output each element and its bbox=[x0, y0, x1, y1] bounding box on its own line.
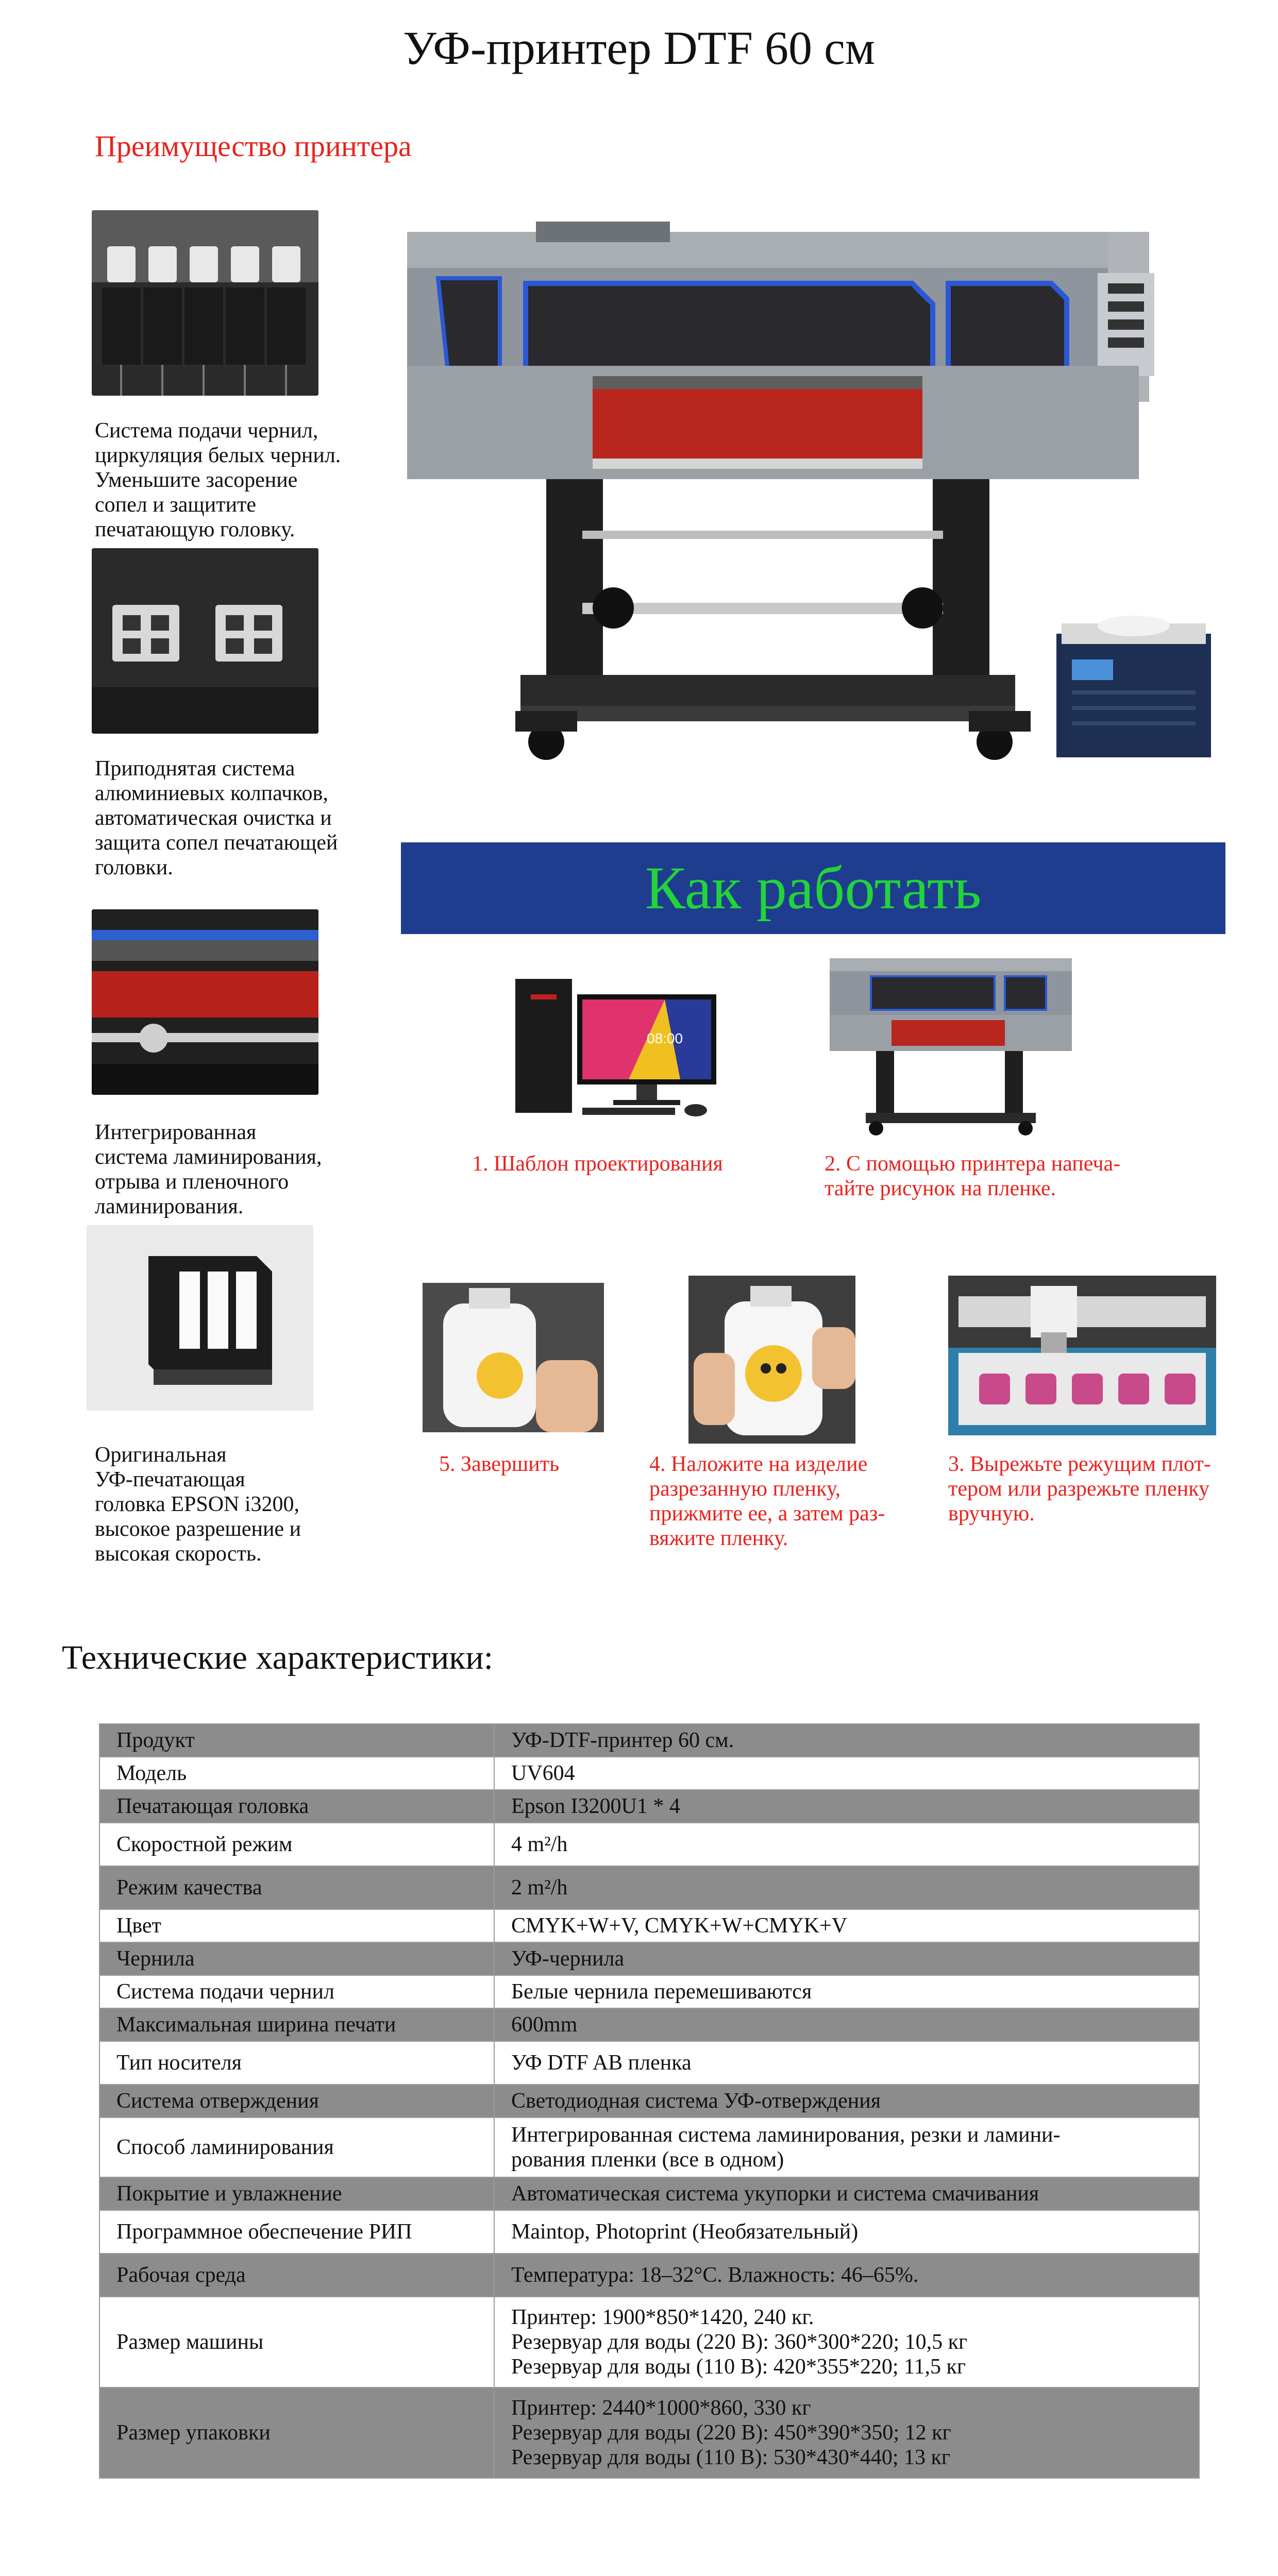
spec-value bbox=[494, 2253, 1199, 2297]
monitor-time: 08:00 bbox=[647, 1030, 683, 1046]
feature-caps-text: Приподнятая система алюминиевых колпачков, автоматическая очистка и защита сопел печатающей головки. bbox=[95, 757, 338, 879]
spec-key: Тип носителя bbox=[99, 2041, 494, 2084]
spec-key: Способ ламинирования bbox=[99, 2117, 494, 2177]
spec-row bbox=[99, 2041, 1199, 2084]
specs-heading: Технические характеристики: bbox=[62, 1639, 494, 1676]
spec-key: Чернила bbox=[99, 1942, 494, 1975]
specs-table bbox=[99, 1723, 1200, 2479]
main-printer-image bbox=[397, 222, 1232, 804]
spec-key: Размер упаковки bbox=[99, 2387, 494, 2478]
spec-key: Программное обеспечение РИП bbox=[99, 2210, 494, 2253]
spec-value-line: 4 m²/h bbox=[511, 1833, 568, 1856]
step3-label: 3. Вырежьте режущим плот- тером или разрежьте пленку вручную. bbox=[948, 1452, 1211, 1526]
spec-value-line: Резервуар для воды (220 В): 450*390*350; 12 кг bbox=[511, 2421, 951, 2445]
spec-row bbox=[99, 2084, 1199, 2117]
step1-computer-image bbox=[510, 979, 727, 1118]
spec-key: Рабочая среда bbox=[99, 2253, 494, 2297]
laminating-photo bbox=[92, 909, 318, 1095]
spec-row bbox=[99, 1942, 1199, 1975]
feature-laminating-text: Интегрированная система ламинирования, отрыва и пленочного ламинирования. bbox=[95, 1121, 322, 1218]
spec-row bbox=[99, 1724, 1199, 1757]
spec-value bbox=[494, 2008, 1199, 2041]
spec-value-line: Резервуар для воды (110 В): 530*430*440; 13 кг bbox=[511, 2446, 951, 2469]
spec-value-line: Принтер: 1900*850*1420, 240 кг. bbox=[511, 2306, 814, 2329]
spec-value-line: 600mm bbox=[511, 2013, 578, 2037]
spec-value bbox=[494, 1975, 1199, 2008]
spec-value-line: CMYK+W+V, CMYK+W+CMYK+V bbox=[511, 1914, 848, 1938]
spec-value-line: рования пленки (все в одном) bbox=[511, 2148, 784, 2172]
spec-row bbox=[99, 2253, 1199, 2297]
spec-value bbox=[494, 1790, 1199, 1823]
spec-value-line: Резервуар для воды (220 В): 360*300*220; 10,5 кг bbox=[511, 2330, 968, 2354]
spec-value bbox=[494, 1866, 1199, 1909]
step4-label: 4. Наложите на изделие разрезанную пленку, прижмите ее, а затем раз- вяжите пленку. bbox=[649, 1452, 885, 1550]
spec-value-line: Epson I3200U1 * 4 bbox=[511, 1794, 680, 1818]
spec-value bbox=[494, 1724, 1199, 1757]
spec-value-line: Светодиодная система УФ-отверждения bbox=[511, 2089, 881, 2113]
spec-key: Скоростной режим bbox=[99, 1823, 494, 1866]
spec-value-line: Белые чернила перемешиваются bbox=[511, 1980, 812, 2004]
spec-value-line: Принтер: 2440*1000*860, 330 кг bbox=[511, 2396, 811, 2420]
spec-key: Система подачи чернил bbox=[99, 1975, 494, 2008]
spec-value bbox=[494, 1757, 1199, 1790]
spec-row bbox=[99, 1975, 1199, 2008]
how-to-banner: Как работать bbox=[401, 842, 1225, 934]
spec-value bbox=[494, 2297, 1199, 2387]
spec-value-line: Резервуар для воды (110 В): 420*355*220; 11,5 кг bbox=[511, 2355, 966, 2379]
step5-label: 5. Завершить bbox=[439, 1452, 560, 1476]
spec-row bbox=[99, 2387, 1199, 2478]
spec-value bbox=[494, 2210, 1199, 2253]
step2-printer-image bbox=[825, 953, 1082, 1139]
spec-value-line: UV604 bbox=[511, 1761, 575, 1785]
spec-value-line: Интегрированная система ламинирования, резки и ламини- bbox=[511, 2123, 1061, 2147]
ink-system-photo bbox=[92, 210, 318, 396]
spec-value bbox=[494, 2041, 1199, 2084]
spec-value-line: 2 m²/h bbox=[511, 1876, 568, 1900]
spec-row bbox=[99, 1823, 1199, 1866]
step5-bottle-image bbox=[423, 1283, 604, 1432]
spec-row bbox=[99, 1757, 1199, 1790]
spec-key: Цвет bbox=[99, 1909, 494, 1942]
spec-row bbox=[99, 1790, 1199, 1823]
feature-printhead-text: Оригинальная УФ-печатающая головка EPSON i3200, высокое разрешение и высокая скорость. bbox=[95, 1443, 301, 1566]
spec-key: Максимальная ширина печати bbox=[99, 2008, 494, 2041]
spec-key: Модель bbox=[99, 1757, 494, 1790]
spec-value bbox=[494, 1909, 1199, 1942]
spec-row bbox=[99, 1909, 1199, 1942]
spec-key: Система отверждения bbox=[99, 2084, 494, 2117]
spec-value-line: УФ DTF AB пленка bbox=[511, 2051, 692, 2075]
spec-row bbox=[99, 2210, 1199, 2253]
cap-station-photo bbox=[92, 548, 318, 734]
spec-value-line: Автоматическая система укупорки и система смачивания bbox=[511, 2182, 1039, 2206]
spec-value-line: УФ-чернила bbox=[511, 1947, 625, 1971]
spec-value bbox=[494, 2177, 1199, 2210]
spec-row bbox=[99, 2117, 1199, 2177]
spec-row bbox=[99, 2297, 1199, 2387]
spec-value bbox=[494, 1942, 1199, 1975]
spec-value-line: УФ-DTF-принтер 60 см. bbox=[511, 1728, 734, 1752]
spec-value-line: Maintop, Photoprint (Необязательный) bbox=[511, 2220, 859, 2244]
spec-row bbox=[99, 1866, 1199, 1909]
spec-value bbox=[494, 2084, 1199, 2117]
spec-value bbox=[494, 1823, 1199, 1866]
spec-value bbox=[494, 2387, 1199, 2478]
printhead-photo bbox=[87, 1225, 313, 1411]
spec-value bbox=[494, 2117, 1199, 2177]
spec-key: Покрытие и увлажнение bbox=[99, 2177, 494, 2210]
spec-key: Печатающая головка bbox=[99, 1790, 494, 1823]
spec-key: Режим качества bbox=[99, 1866, 494, 1909]
spec-key: Размер машины bbox=[99, 2297, 494, 2387]
step4-apply-image bbox=[688, 1276, 855, 1444]
step2-label: 2. С помощью принтера напеча- тайте рисунок на пленке. bbox=[825, 1152, 1121, 1200]
spec-row bbox=[99, 2177, 1199, 2210]
spec-row bbox=[99, 2008, 1199, 2041]
advantages-heading: Преимущество принтера bbox=[95, 129, 412, 163]
spec-key: Продукт bbox=[99, 1724, 494, 1757]
spec-value-line: Температура: 18–32°C. Влажность: 46–65%. bbox=[511, 2263, 919, 2287]
step3-cutter-image bbox=[948, 1276, 1216, 1435]
step1-label: 1. Шаблон проектирования bbox=[472, 1152, 723, 1176]
feature-ink-text: Система подачи чернил, циркуляция белых чернил. Уменьшите засорение сопел и защитите печатающую головку. bbox=[95, 419, 341, 541]
page-title: УФ-принтер DTF 60 см bbox=[402, 22, 876, 74]
